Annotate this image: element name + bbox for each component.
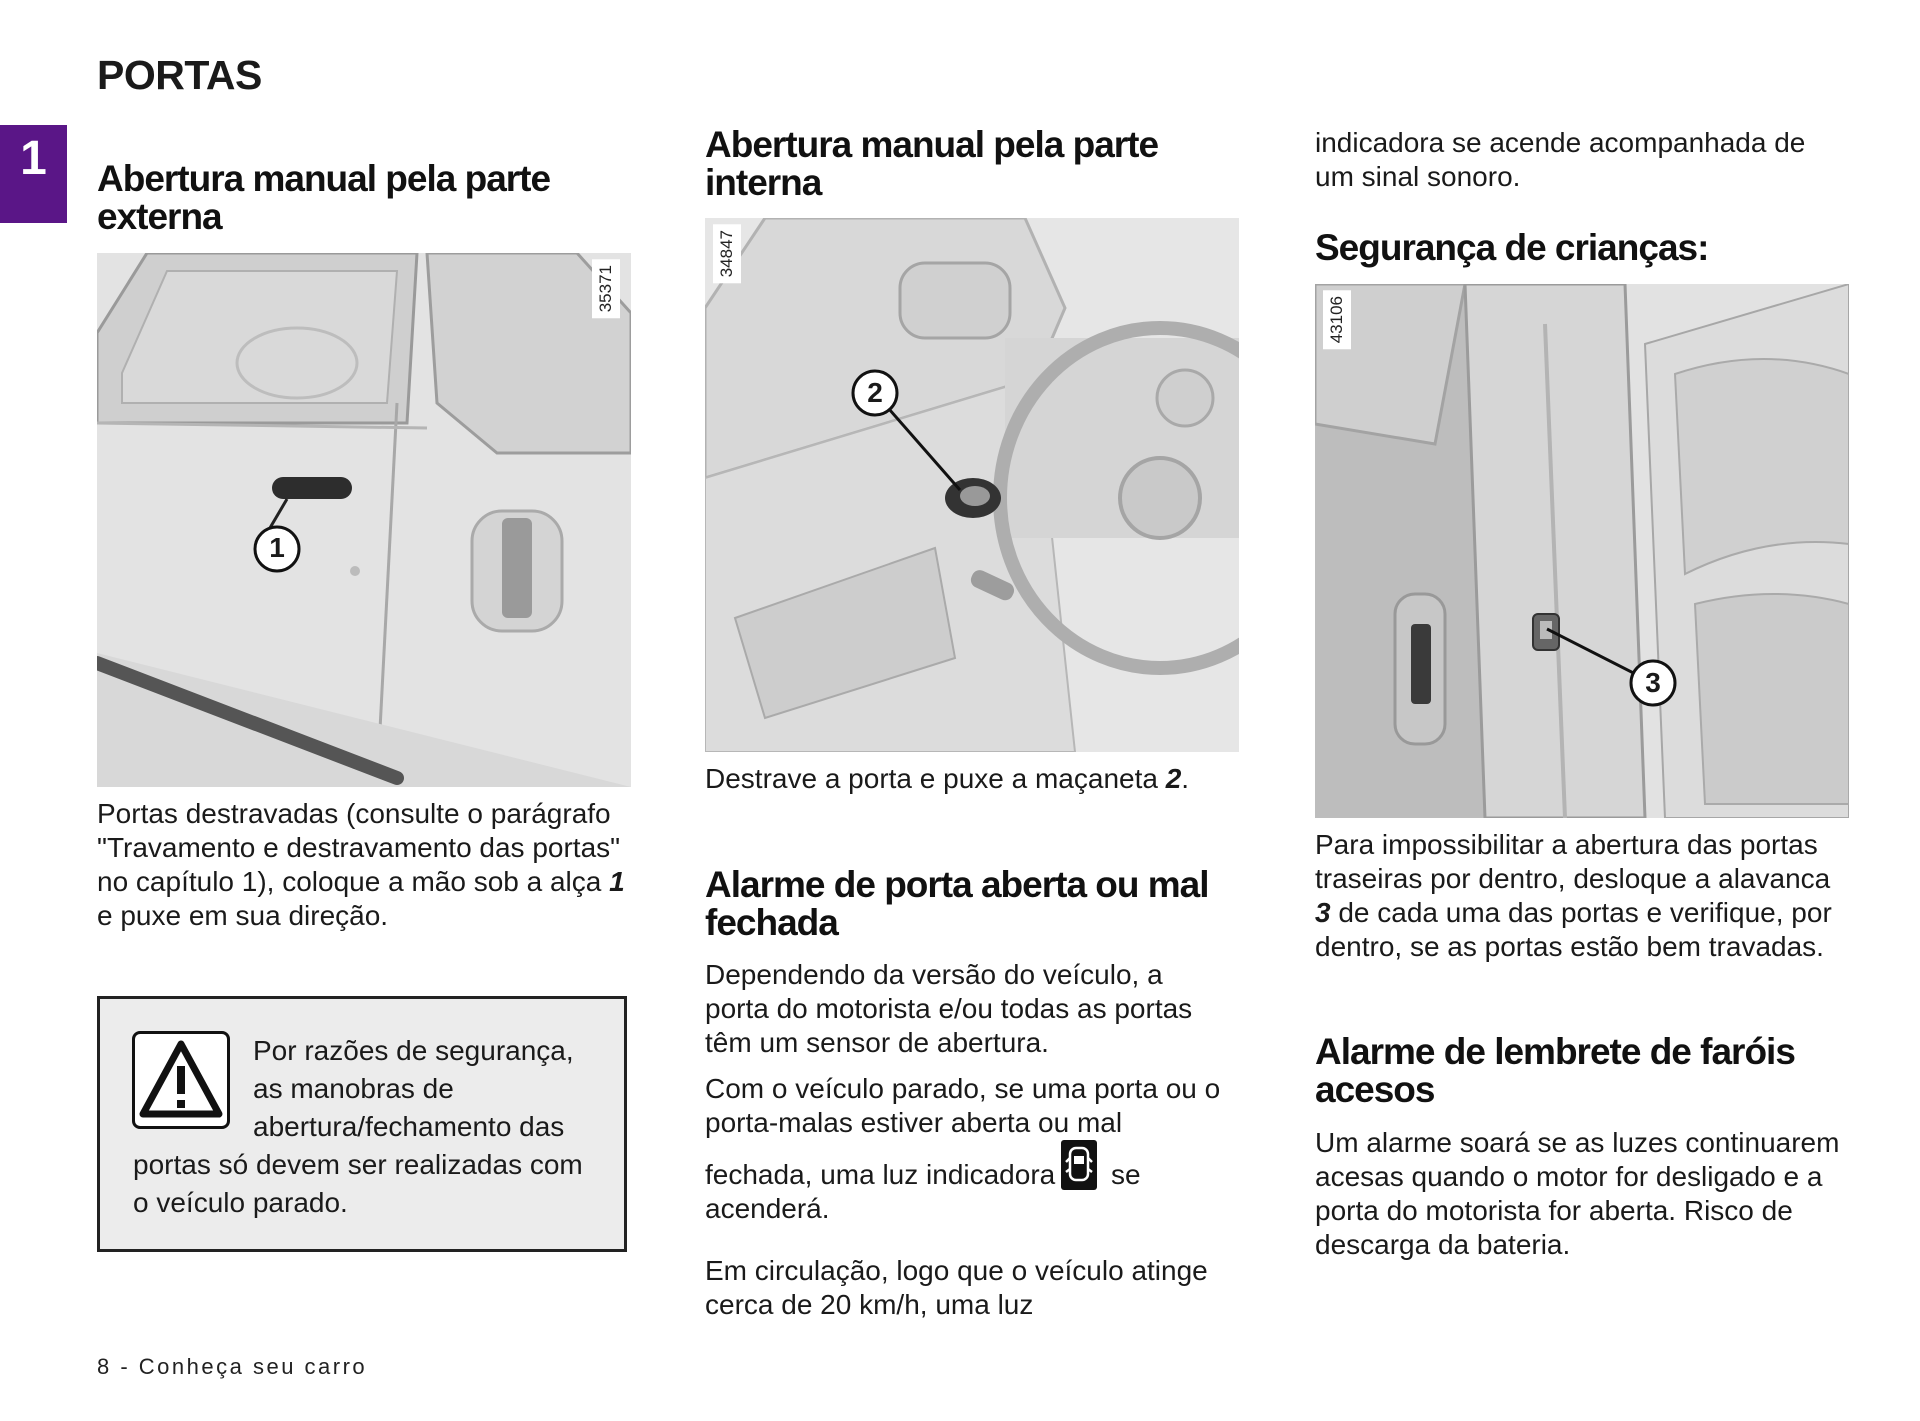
child-lock-illustration (1315, 284, 1849, 818)
figure-id: 35371 (592, 259, 620, 318)
heading-internal-opening: Abertura manual pela parte interna (705, 124, 1159, 203)
door-interior-illustration (705, 218, 1239, 752)
safety-warning-box (97, 996, 627, 1252)
paragraph-door-indicator: Com o veículo parado, se uma porta ou o porta-malas estiver aberta ou mal fechada, uma luz indicadora se acenderá. (705, 1073, 1221, 1224)
page-footer: 8 - Conheça seu carro (97, 1354, 368, 1379)
heading-external-opening: Abertura manual pela parte externa (97, 158, 551, 237)
warning-text: Por razões de segurança, as manobras de abertura/fechamento das portas só devem ser realizadas com o veículo parado. (133, 1035, 583, 1218)
paragraph-driving-alert: Em circulação, logo que o veículo atinge cerca de 20 km/h, uma luz (705, 1255, 1208, 1320)
paragraph-child-safety: Para impossibilitar a abertura das portas traseiras por dentro, desloque a alavanca 3 de cada uma das portas e verifique, por dentro, se as portas estão bem travadas. (1315, 829, 1832, 962)
figure-child-lock (1315, 284, 1849, 818)
paragraph-door-sensor: Dependendo da versão do veículo, a porta do motorista e/ou todas as portas têm um sensor de abertura. (705, 959, 1193, 1058)
door-exterior-illustration (97, 253, 631, 787)
handle-reference: 1 (609, 866, 625, 897)
heading-door-alarm: Alarme de porta aberta ou mal fechada (705, 864, 1209, 943)
callout-1: 1 (269, 532, 285, 563)
lever-reference: 3 (1315, 897, 1331, 928)
chapter-tab: 1 (0, 125, 67, 223)
page-title: PORTAS (97, 52, 262, 98)
paragraph-continuation: indicadora se acende acompanhada de um sinal sonoro. (1315, 127, 1806, 192)
heading-child-safety: Segurança de crianças: (1315, 227, 1709, 268)
paragraph-external-opening: Portas destravadas (consulte o parágrafo "Travamento e destravamento das portas" no capítulo 1), coloque a mão sob a alça 1 e puxe em sua direção. (97, 798, 625, 931)
figure-internal-door (705, 218, 1239, 752)
heading-headlight-alarm: Alarme de lembrete de faróis acesos (1315, 1031, 1795, 1110)
figure-external-door (97, 253, 631, 787)
door-open-indicator-icon (1061, 1140, 1097, 1190)
paragraph-headlight-alarm: Um alarme soará se as luzes continuarem acesas quando o motor for desligado e a porta do motorista for aberta. Risco de descarga da bateria. (1315, 1127, 1840, 1260)
inner-handle-reference: 2 (1165, 763, 1182, 794)
paragraph-internal-opening: Destrave a porta e puxe a maçaneta 2. (705, 763, 1190, 794)
figure-id: 34847 (713, 224, 741, 283)
figure-id: 43106 (1323, 290, 1351, 349)
callout-3: 3 (1645, 667, 1661, 698)
callout-2: 2 (867, 377, 883, 408)
